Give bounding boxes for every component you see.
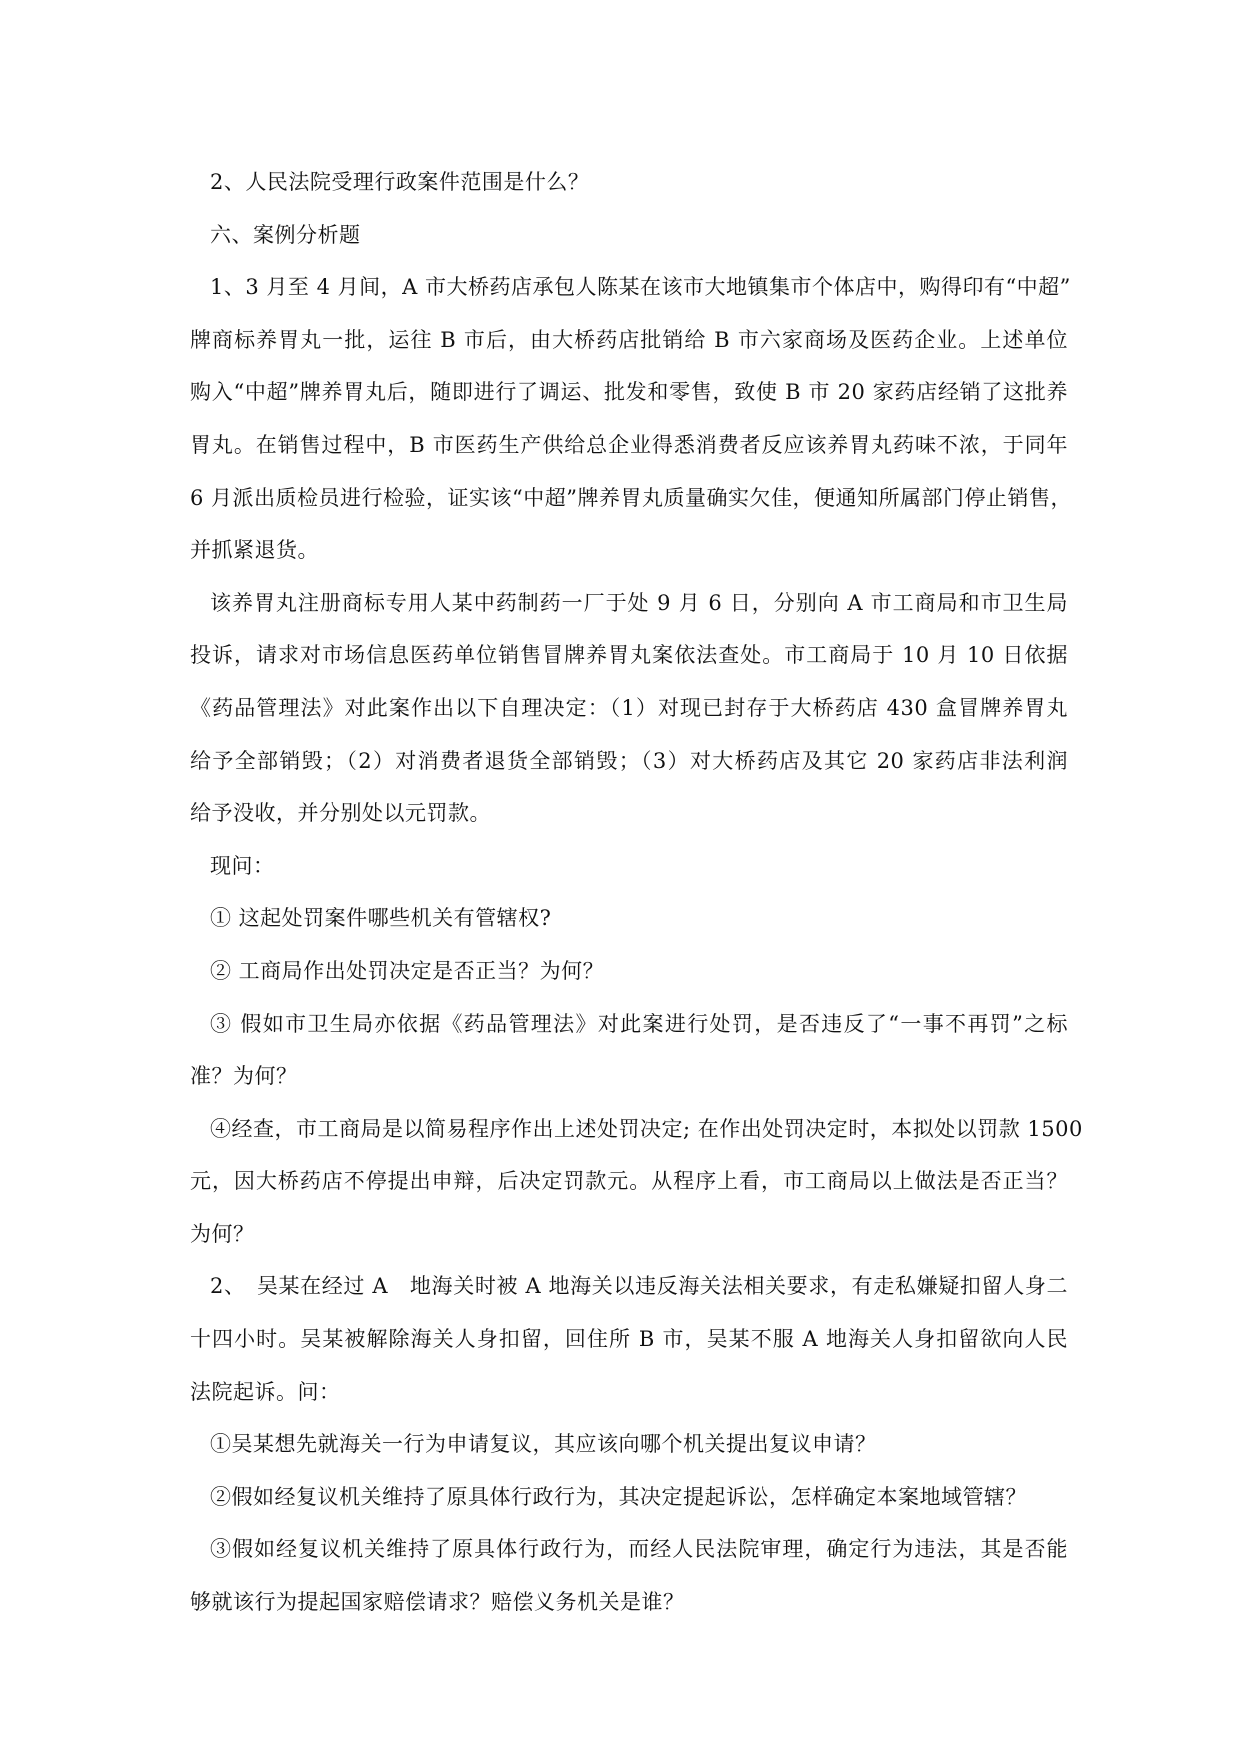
text-line: ③ 假如市卫生局亦依据《药品管理法》对此案进行处罚，是否违反了“一事不再罚”之标 [210, 1011, 1068, 1036]
text-line: 法院起诉。问： [190, 1379, 341, 1404]
text-line: 给予没收，并分别处以元罚款。 [190, 801, 491, 826]
text-line: 投诉，请求对市场信息医药单位销售冒牌养胃丸案依法查处。市工商局于 10 月 10 日依据 [190, 643, 1068, 668]
text-line: 六、案例分析题 [210, 222, 361, 247]
text-line: ①吴某想先就海关一行为申请复议，其应该向哪个机关提出复议申请？ [210, 1432, 877, 1457]
text-line: 给予全部销毁；（2）对消费者退货全部销毁；（3）对大桥药店及其它 20 家药店非法利润 [190, 748, 1068, 773]
text-line: 为何？ [190, 1221, 255, 1246]
text-line: 准？为何？ [190, 1064, 298, 1089]
text-line: 购入“中超”牌养胃丸后，随即进行了调运、批发和零售，致使 B 市 20 家药店经销了这批养 [190, 380, 1068, 405]
text-line: ④经查，市工商局是以简易程序作出上述处罚决定; 在作出处罚决定时，本拟处以罚款 1500 [210, 1116, 1083, 1141]
text-line: 1、3 月至 4 月间，A 市大桥药店承包人陈某在该市大地镇集市个体店中，购得印有“中超” [210, 275, 1071, 300]
text-line: 该养胃丸注册商标专用人某中药制药一厂于处 9 月 6 日，分别向 A 市工商局和市卫生局 [210, 590, 1068, 615]
text-line: ③假如经复议机关维持了原具体行政行为，而经人民法院审理，确定行为违法，其是否能 [210, 1537, 1068, 1562]
text-line: ② 工商局作出处罚决定是否正当？为何？ [210, 958, 605, 983]
text-line: 6 月派出质检员进行检验，证实该“中超”牌养胃丸质量确实欠佳，便通知所属部门停止销售， [190, 485, 1073, 510]
text-line: 《药品管理法》对此案作出以下自理决定：（1）对现已封存于大桥药店 430 盒冒牌养胃丸 [190, 695, 1068, 720]
text-line: 2、人民法院受理行政案件范围是什么？ [210, 170, 590, 194]
text-line: 元，因大桥药店不停提出申辩，后决定罚款元。从程序上看，市工商局以上做法是否正当？ [190, 1169, 1068, 1194]
text-line: 十四小时。吴某被解除海关人身扣留，回住所 B 市，吴某不服 A 地海关人身扣留欲向人民 [190, 1327, 1068, 1352]
text-line: 牌商标养胃丸一批，运往 B 市后，由大桥药店批销给 B 市六家商场及医药企业。上述单位 [190, 327, 1068, 352]
document-page [190, 156, 1083, 1629]
text-line: ① 这起处罚案件哪些机关有管辖权? [210, 906, 552, 931]
text-line: 够就该行为提起国家赔偿请求？赔偿义务机关是谁？ [190, 1590, 685, 1615]
text-line: 并抓紧退货。 [190, 538, 319, 563]
text-line: 现问： [210, 853, 275, 878]
text-line: 胃丸。在销售过程中，B 市医药生产供给总企业得悉消费者反应该养胃丸药味不浓，于同年 [190, 432, 1068, 457]
text-line: ②假如经复议机关维持了原具体行政行为，其决定提起诉讼，怎样确定本案地域管辖？ [210, 1484, 1027, 1509]
text-line: 2、 吴某在经过 A 地海关时被 A 地海关以违反海关法相关要求，有走私嫌疑扣留人身二 [210, 1274, 1068, 1299]
